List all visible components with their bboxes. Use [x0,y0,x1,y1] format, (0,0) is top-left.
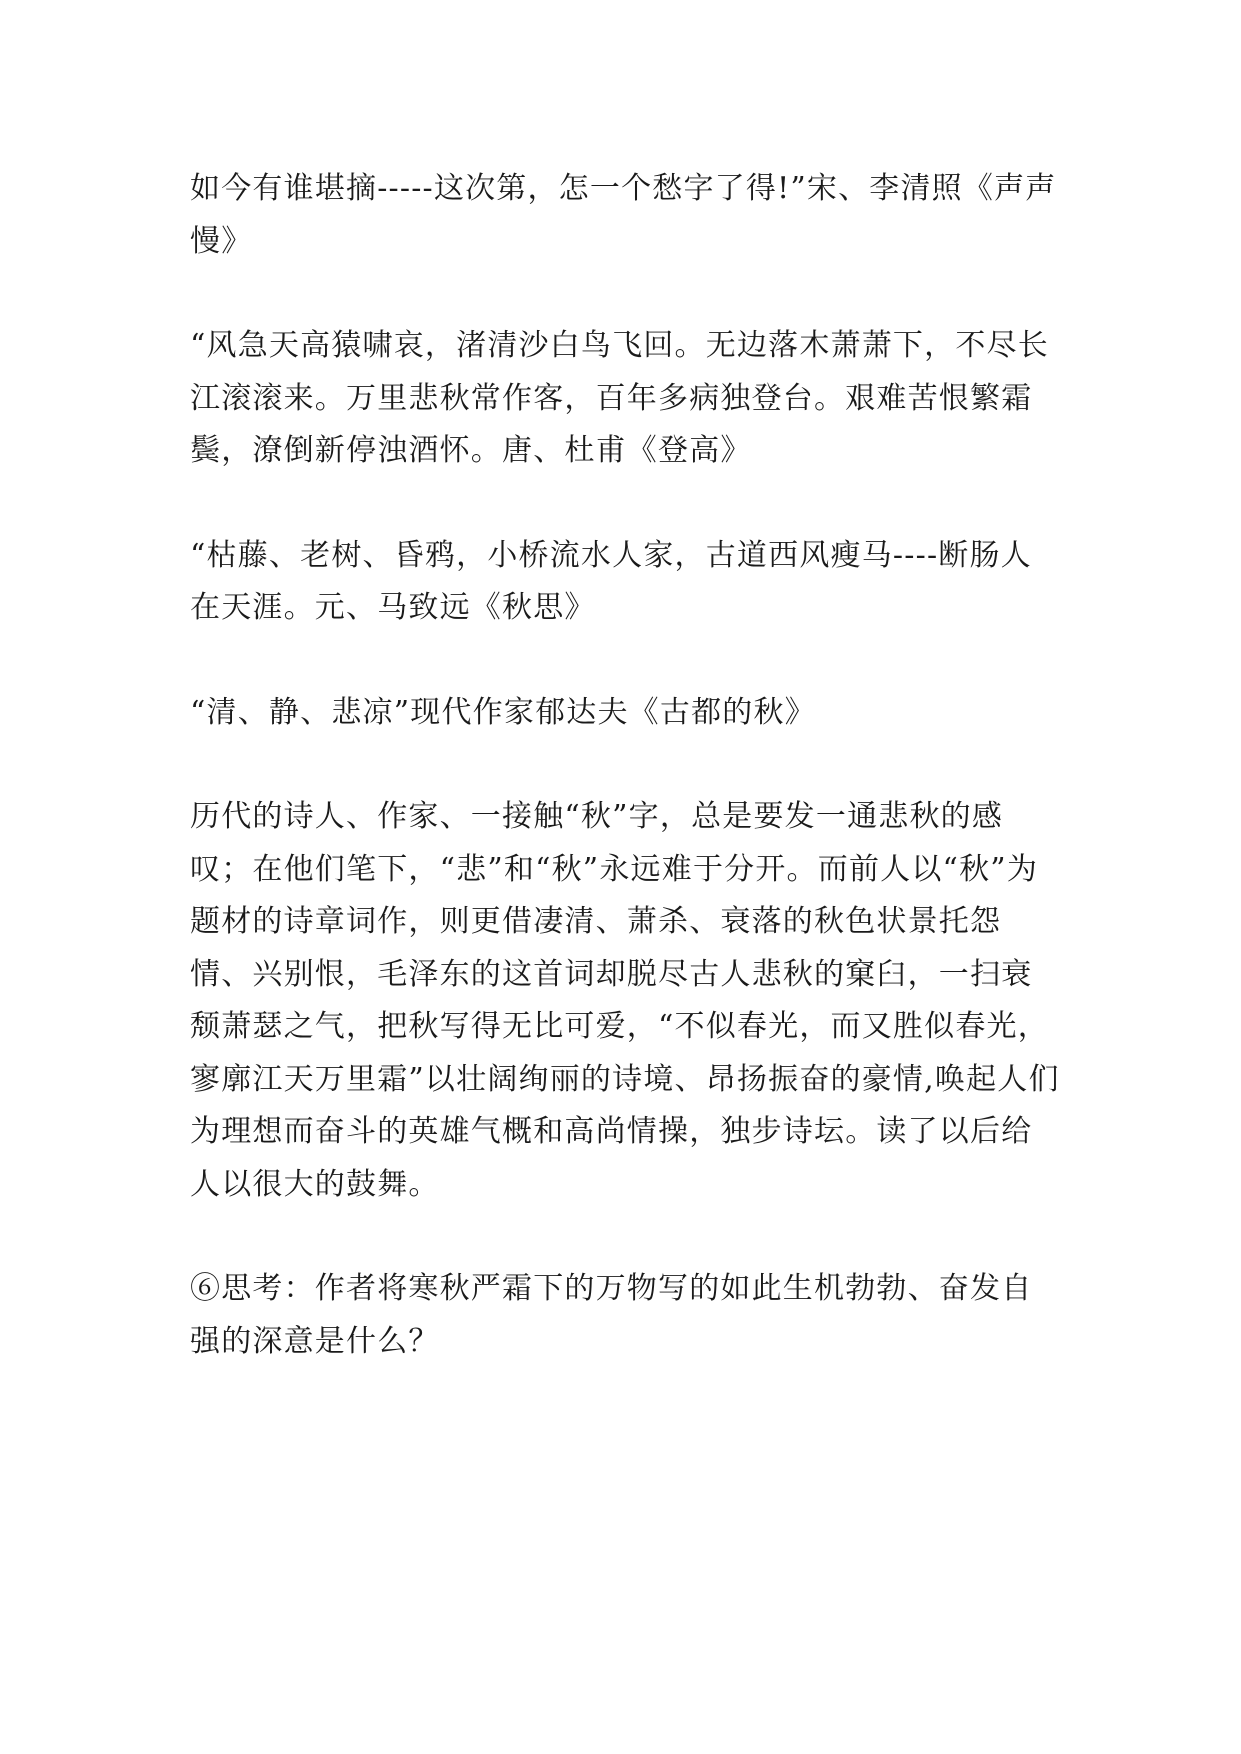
paragraph-commentary: 历代的诗人、作家、一接触“秋”字，总是要发一通悲秋的感叹；在他们笔下，“悲”和“秋”永远难于分开。而前人以“秋”为题材的诗章词作，则更借凄清、萧杀、衰落的秋色状景托怨情、兴别恨，毛泽东的这首词却脱尽古人悲秋的窠臼，一扫衰颓萧瑟之气，把秋写得无比可爱，“不似春光，而又胜似春光，寥廓江天万里霜”以壮阔绚丽的诗境、昂扬振奋的豪情,唤起人们为理想而奋斗的英雄气概和高尚情操，独步诗坛。读了以后给人以很大的鼓舞。 [190,799,1060,1202]
paragraph-yu-dafu-quote: “清、静、悲凉”现代作家郁达夫《古都的秋》 [190,694,816,730]
document-body [190,163,1060,1368]
paragraph-ma-zhiyuan-quote: “枯藤、老树、昏鸦，小桥流水人家，古道西风瘦马----断肠人在天涯。元、马致远《秋思》 [190,537,1032,625]
paragraph-du-fu-quote: “风急天高猿啸哀，渚清沙白鸟飞回。无边落木萧萧下，不尽长江滚滚来。万里悲秋常作客，百年多病独登台。艰难苦恨繁霜鬓，潦倒新停浊酒怀。唐、杜甫《登高》 [190,328,1049,468]
paragraph-li-qingzhao-quote: 如今有谁堪摘-----这次第，怎一个愁字了得!”宋、李清照《声声慢》 [190,171,1057,259]
paragraph-question: ⑥思考：作者将寒秋严霜下的万物写的如此生机勃勃、奋发自强的深意是什么？ [190,1271,1033,1359]
